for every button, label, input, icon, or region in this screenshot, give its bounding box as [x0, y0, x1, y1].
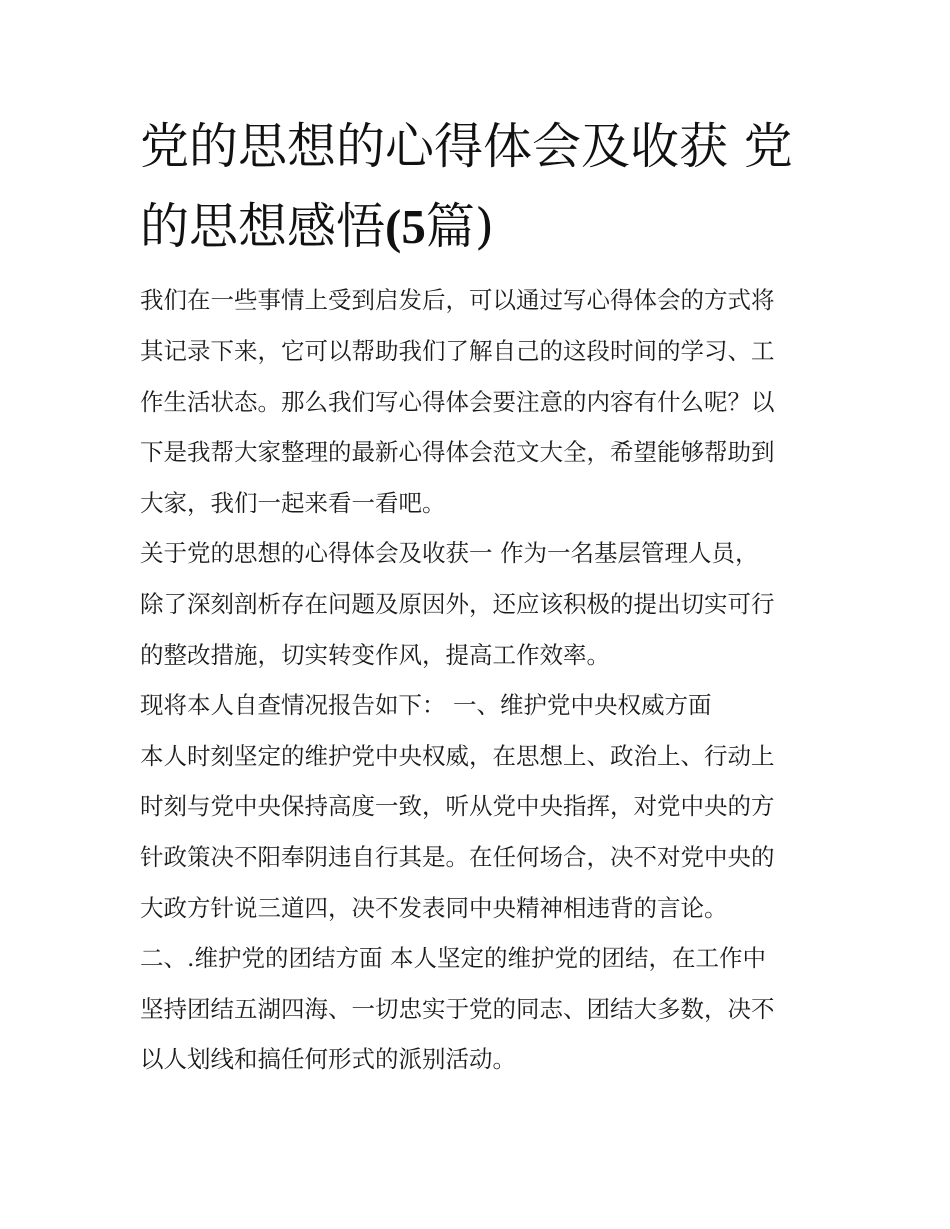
paragraph-line: 坚持团结五湖四海、一切忠实于党的同志、团结大多数，决不 — [140, 995, 775, 1023]
paragraph-line: 二、.维护党的团结方面 本人坚定的维护党的团结，在工作中 — [140, 944, 766, 972]
title-count: (5 — [385, 199, 426, 254]
paragraph-line: 现将本人自查情况报告如下： 一、维护党中央权威方面 — [140, 691, 712, 719]
paragraph-line: 除了深刻剖析存在问题及原因外，还应该积极的提出切实可行 — [140, 590, 775, 618]
paragraph-line: 大政方针说三道四，决不发表同中央精神相违背的言论。 — [140, 894, 728, 922]
paragraph-line: 我们在一些事情上受到启发后，可以通过写心得体会的方式将 — [140, 286, 775, 314]
paragraph-line: 以人划线和搞任何形式的派别活动。 — [140, 1045, 516, 1073]
paragraph-line: 作生活状态。那么我们写心得体会要注意的内容有什么呢？以 — [140, 388, 775, 416]
document-title-line-1 — [140, 119, 793, 175]
document-title-line-2 — [140, 199, 494, 255]
paragraph-line: 关于党的思想的心得体会及收获一 作为一名基层管理人员， — [140, 539, 759, 567]
paragraph-line: 其记录下来，它可以帮助我们了解自己的这段时间的学习、工 — [140, 337, 775, 365]
paragraph-line: 本人时刻坚定的维护党中央权威，在思想上、政治上、行动上 — [140, 742, 775, 770]
paragraph-line: 大家，我们一起来看一看吧。 — [140, 489, 446, 517]
paragraph-line: 针政策决不阳奉阴违自行其是。在任何场合，决不对党中央的 — [140, 843, 775, 871]
title-text-2: 的思想感悟 — [140, 198, 386, 255]
paragraph-line: 下是我帮大家整理的最新心得体会范文大全，希望能够帮助到 — [140, 438, 775, 466]
title-text-3: 篇) — [425, 198, 494, 255]
title-text-1: 党的思想的心得体会及收获 党 — [140, 118, 793, 175]
paragraph-line: 时刻与党中央保持高度一致，听从党中央指挥，对党中央的方 — [140, 792, 775, 820]
paragraph-line: 的整改措施，切实转变作风，提高工作效率。 — [140, 641, 610, 669]
